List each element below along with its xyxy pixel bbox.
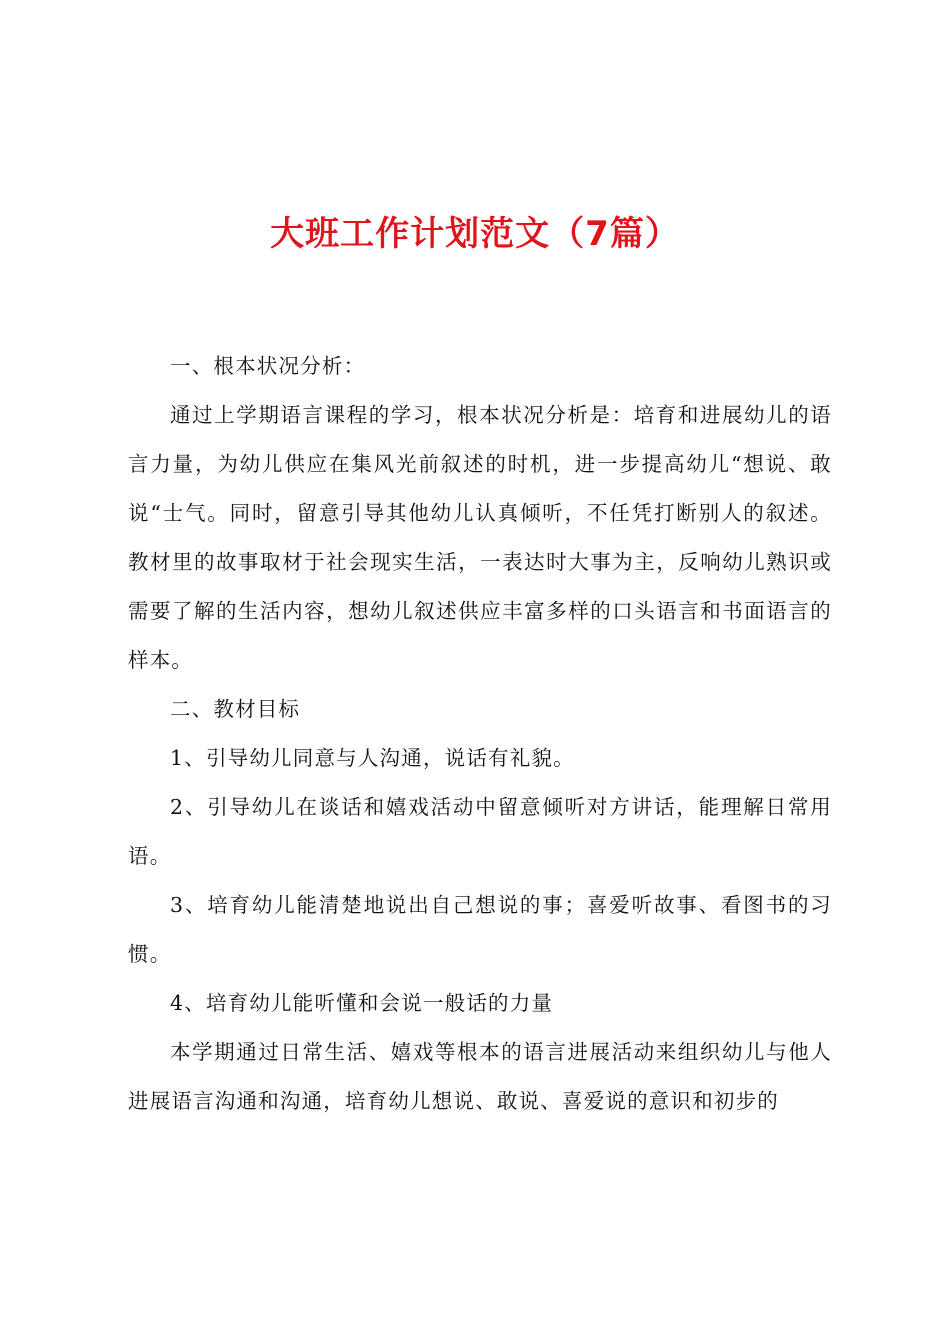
- section-heading-teaching-goals: 二、教材目标: [170, 697, 301, 721]
- goal-item-4: 4、培育幼儿能听懂和会说一般话的力量: [170, 991, 554, 1015]
- paragraph-semester-plan: 本学期通过日常生活、嬉戏等根本的语言进展活动来组织幼儿与他人进展语言沟通和沟通，培育幼儿想说、敢说、喜爱说的意识和初步的: [128, 1040, 832, 1113]
- goal-item-1: 1、引导幼儿同意与人沟通，说话有礼貌。: [170, 746, 575, 770]
- document-title: 大班工作计划范文（7篇）: [270, 214, 680, 254]
- goal-item-2: 2、引导幼儿在谈话和嬉戏活动中留意倾听对方讲话，能理解日常用语。: [128, 795, 832, 868]
- section-heading-basic-situation: 一、根本状况分析：: [170, 354, 366, 378]
- goal-item-3: 3、培育幼儿能清楚地说出自己想说的事；喜爱听故事、看图书的习惯。: [128, 893, 832, 966]
- paragraph-situation-analysis: 通过上学期语言课程的学习，根本状况分析是：培育和进展幼儿的语言力量，为幼儿供应在集风光前叙述的时机，进一步提高幼儿“想说、敢说“士气。同时，留意引导其他幼儿认真倾听，不任凭打断别人的叙述。教材里的故事取材于社会现实生活，一表达时大事为主，反响幼儿熟识或需要了解的生活内容，想幼儿叙述供应丰富多样的口头语言和书面语言的样本。: [128, 403, 832, 672]
- document-body: [128, 342, 832, 1126]
